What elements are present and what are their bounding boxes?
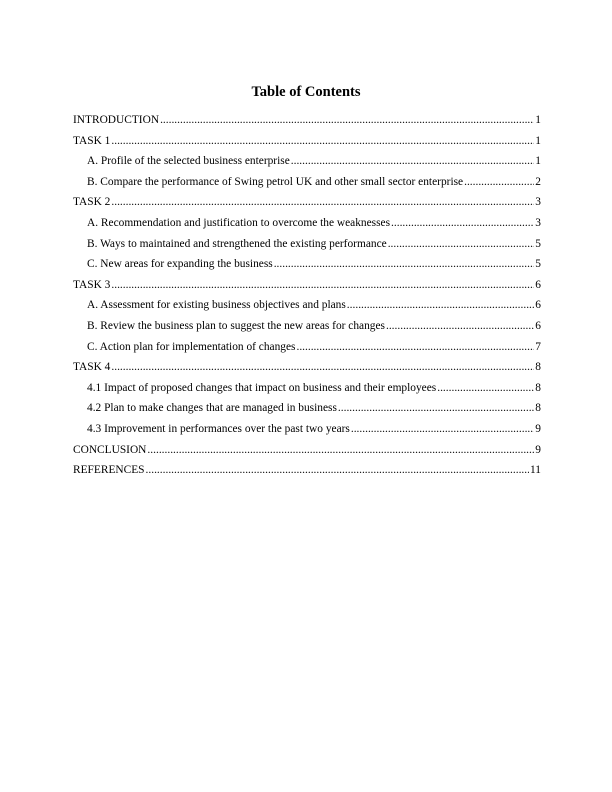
- dot-leader: [146, 463, 530, 478]
- dot-leader: [291, 154, 535, 169]
- toc-entry-page: 5: [535, 237, 541, 250]
- toc-entry-task-3[interactable]: [73, 278, 541, 299]
- toc-entry-page: 6: [535, 278, 541, 291]
- toc-entry-label: A. Assessment for existing business objectives and plans: [87, 299, 346, 312]
- toc-entry-page: 7: [535, 340, 541, 353]
- toc-entry-task-4-1[interactable]: [73, 381, 541, 402]
- toc-entry-task-2-b[interactable]: [73, 237, 541, 258]
- toc-entry-label: C. Action plan for implementation of changes: [87, 340, 296, 353]
- toc-entry-page: 3: [535, 216, 541, 229]
- toc-entry-conclusion[interactable]: [73, 443, 541, 464]
- toc-entry-task-3-c[interactable]: [73, 340, 541, 361]
- toc-entry-label: C. New areas for expanding the business: [87, 258, 273, 271]
- toc-entry-label: B. Review the business plan to suggest the new areas for changes: [87, 319, 385, 332]
- toc-entry-label: CONCLUSION: [73, 443, 147, 456]
- toc-entry-page: 2: [535, 175, 541, 188]
- toc-entry-task-2-a[interactable]: [73, 216, 541, 237]
- dot-leader: [296, 340, 534, 355]
- toc-entry-page: 11: [530, 464, 541, 477]
- toc-entry-label: A. Recommendation and justification to overcome the weaknesses: [87, 216, 391, 229]
- dot-leader: [351, 422, 534, 437]
- toc-entry-task-3-a[interactable]: [73, 298, 541, 319]
- toc-entry-page: 3: [535, 196, 541, 209]
- dot-leader: [391, 216, 534, 231]
- toc-entry-task-4[interactable]: [73, 360, 541, 381]
- toc-entry-label: A. Profile of the selected business enterprise: [87, 155, 290, 168]
- toc-entry-page: 1: [535, 134, 541, 147]
- toc-entry-page: 5: [535, 258, 541, 271]
- dot-leader: [111, 195, 534, 210]
- toc-entry-label: INTRODUCTION: [73, 114, 160, 126]
- toc-entry-task-1[interactable]: [73, 134, 541, 155]
- dot-leader: [274, 257, 535, 272]
- toc-entry-label: B. Compare the performance of Swing petrol UK and other small sector enterprise: [87, 175, 464, 188]
- dot-leader: [147, 443, 534, 458]
- toc-entry-label: 4.1 Impact of proposed changes that impact on business and their employees: [87, 381, 437, 394]
- toc-entry-page: 1: [535, 114, 541, 126]
- dot-leader: [464, 175, 534, 190]
- toc-entry-label: TASK 3: [73, 278, 111, 291]
- toc-entry-label: TASK 4: [73, 361, 111, 374]
- dot-leader: [338, 401, 534, 416]
- toc-entry-task-1-b[interactable]: [73, 175, 541, 196]
- toc-entry-page: 8: [535, 381, 541, 394]
- dot-leader: [111, 278, 534, 293]
- toc-entry-task-3-b[interactable]: [73, 319, 541, 340]
- dot-leader: [111, 134, 534, 149]
- dot-leader: [160, 113, 534, 128]
- toc-title: Table of Contents: [251, 84, 361, 100]
- toc-entry-task-4-2[interactable]: [73, 401, 541, 422]
- toc-entry-references[interactable]: [73, 463, 541, 484]
- toc-entry-label: B. Ways to maintained and strengthened the existing performance: [87, 237, 387, 250]
- toc-entry-label: 4.3 Improvement in performances over the past two years: [87, 422, 350, 435]
- dot-leader: [111, 360, 534, 375]
- toc-entry-page: 8: [535, 402, 541, 415]
- toc-entry-label: TASK 1: [73, 134, 111, 147]
- toc-entry-task-4-3[interactable]: [73, 422, 541, 443]
- toc-entry-page: 6: [535, 299, 541, 312]
- toc-entry-label: REFERENCES: [73, 464, 145, 477]
- dot-leader: [347, 298, 535, 313]
- toc-entry-page: 6: [535, 319, 541, 332]
- toc-list: [73, 113, 541, 484]
- toc-entry-page: 8: [535, 361, 541, 374]
- toc-entry-introduction[interactable]: [73, 113, 541, 134]
- toc-entry-page: 1: [535, 155, 541, 168]
- toc-entry-page: 9: [535, 443, 541, 456]
- toc-entry-label: 4.2 Plan to make changes that are managed in business: [87, 402, 337, 415]
- toc-entry-label: TASK 2: [73, 196, 111, 209]
- dot-leader: [388, 237, 535, 252]
- toc-entry-page: 9: [535, 422, 541, 435]
- toc-entry-task-2-c[interactable]: [73, 257, 541, 278]
- dot-leader: [437, 381, 534, 396]
- dot-leader: [386, 319, 534, 334]
- toc-entry-task-1-a[interactable]: [73, 154, 541, 175]
- toc-entry-task-2[interactable]: [73, 195, 541, 216]
